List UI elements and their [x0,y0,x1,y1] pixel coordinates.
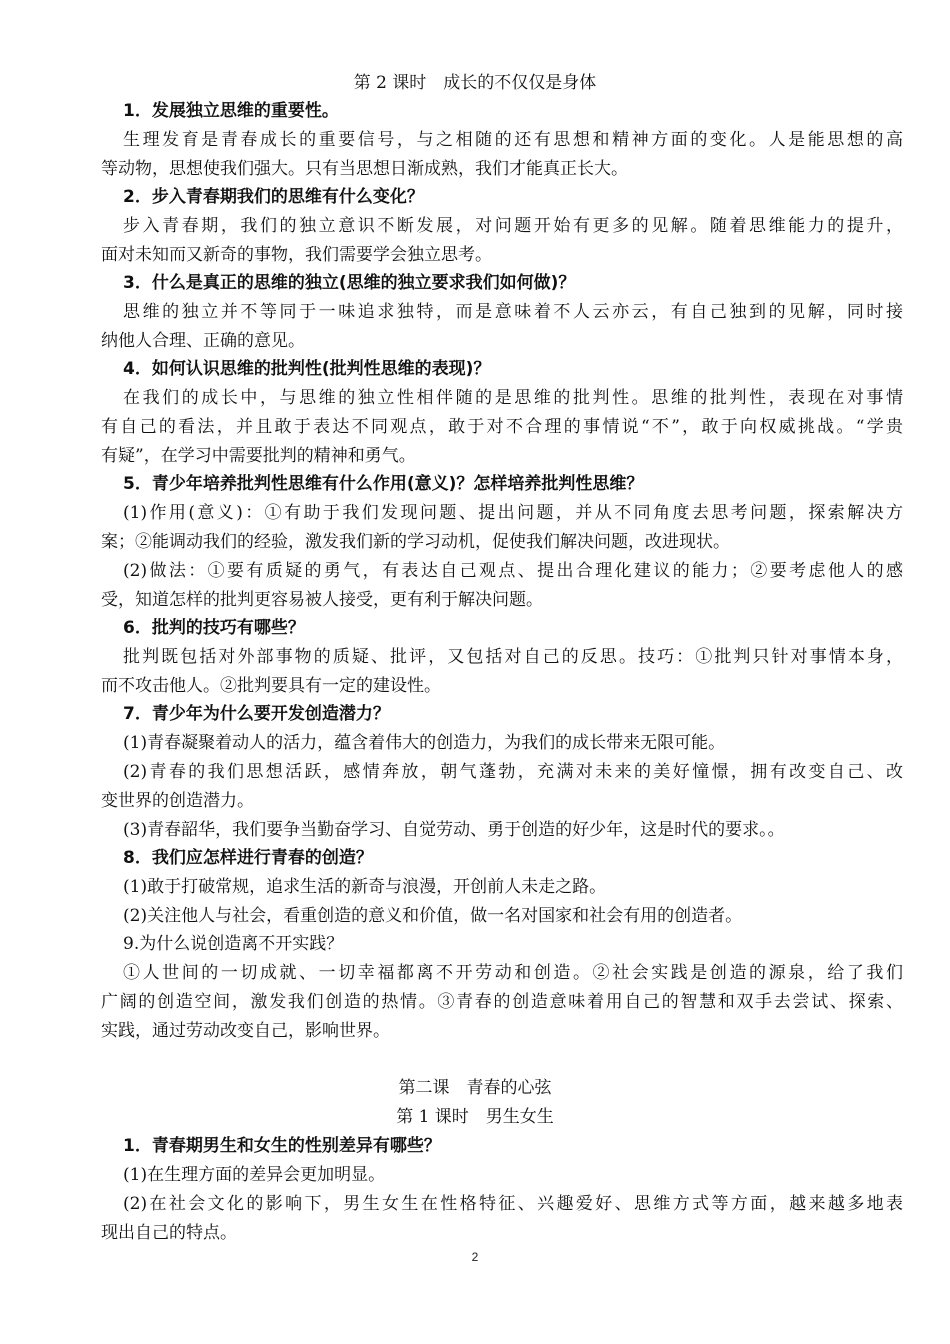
question-heading: 9.为什么说创造离不开实践？ [123,934,344,954]
paragraph-line: (2)做法：①要有质疑的勇气，有表达自己观点、提出合理化建议的能力；②要考虑他人的感 [123,561,903,581]
question-heading: 3．什么是真正的思维的独立(思维的独立要求我们如何做)？ [123,273,576,293]
paragraph-line: 广阔的创造空间，激发我们创造的热情。③青春的创造意味着用自己的智慧和双手去尝试、探索、 [101,992,903,1012]
paragraph-line: 有疑”，在学习中需要批判的精神和勇气。 [101,446,416,466]
paragraph-line: 变世界的创造潜力。 [101,791,254,811]
question-heading: 6．批判的技巧有哪些？ [123,618,305,638]
paragraph-line: 受，知道怎样的批判更容易被人接受，更有利于解决问题。 [101,590,543,610]
paragraph-line: 生理发育是青春成长的重要信号，与之相随的还有思想和精神方面的变化。人是能思想的高 [123,130,903,150]
paragraph-line: 有自己的看法，并且敢于表达不同观点，敢于对不合理的事情说“不”，敢于向权威挑战。“学贵 [101,417,903,437]
question-heading: 7．青少年为什么要开发创造潜力？ [123,704,390,724]
paragraph-line: (1)敢于打破常规，追求生活的新奇与浪漫，开创前人未走之路。 [123,877,607,897]
question-heading: 8．我们应怎样进行青春的创造？ [123,848,373,868]
paragraph-line: 纳他人合理、正确的意见。 [101,331,305,351]
chapter-title: 第二课 青春的心弦 [398,1078,552,1098]
paragraph-line: 案；②能调动我们的经验，激发我们新的学习动机，促使我们解决问题，改进现状。 [101,532,730,552]
lesson-title: 第 1 课时 男生女生 [396,1107,554,1127]
question-heading: 1．青春期男生和女生的性别差异有哪些？ [123,1136,441,1156]
paragraph-line: (2)青春的我们思想活跃，感情奔放，朝气蓬勃，充满对未来的美好憧憬，拥有改变自己、改 [123,762,903,782]
page-number: 2 [471,1250,479,1264]
paragraph-line: 思维的独立并不等同于一味追求独特，而是意味着不人云亦云，有自己独到的见解，同时接 [123,302,903,322]
lesson-title: 第 2 课时 成长的不仅仅是身体 [353,73,597,93]
paragraph-line: (1)在生理方面的差异会更加明显。 [123,1165,386,1185]
paragraph-line: ①人世间的一切成就、一切幸福都离不开劳动和创造。②社会实践是创造的源泉，给了我们 [123,963,903,983]
paragraph-line: 面对未知而又新奇的事物，我们需要学会独立思考。 [101,245,492,265]
question-heading: 5．青少年培养批判性思维有什么作用(意义)？怎样培养批判性思维？ [123,474,644,494]
paragraph-line: (1)作用(意义)：①有助于我们发现问题、提出问题，并从不同角度去思考问题，探索解决方 [123,503,903,523]
paragraph-line: (1)青春凝聚着动人的活力，蕴含着伟大的创造力，为我们的成长带来无限可能。 [123,733,726,753]
paragraph-line: (3)青春韶华，我们要争当勤奋学习、自觉劳动、勇于创造的好少年，这是时代的要求。。 [123,820,785,840]
paragraph-line: 等动物，思想使我们强大。只有当思想日渐成熟，我们才能真正长大。 [101,159,628,179]
question-heading: 4．如何认识思维的批判性(批判性思维的表现)？ [123,359,491,379]
paragraph-line: 批判既包括对外部事物的质疑、批评，又包括对自己的反思。技巧：①批判只针对事情本身， [123,647,903,667]
paragraph-line: 实践，通过劳动改变自己，影响世界。 [101,1021,390,1041]
question-heading: 1．发展独立思维的重要性。 [123,101,339,121]
paragraph-line: (2)关注他人与社会，看重创造的意义和价值，做一名对国家和社会有用的创造者。 [123,906,743,926]
paragraph-line: 而不攻击他人。②批判要具有一定的建设性。 [101,676,441,696]
paragraph-line: 在我们的成长中，与思维的独立性相伴随的是思维的批判性。思维的批判性，表现在对事情 [123,388,903,408]
paragraph-line: 现出自己的特点。 [101,1223,237,1243]
question-heading: 2．步入青春期我们的思维有什么变化？ [123,187,424,207]
paragraph-line: 步入青春期，我们的独立意识不断发展，对问题开始有更多的见解。随着思维能力的提升， [123,216,903,236]
paragraph-line: (2)在社会文化的影响下，男生女生在性格特征、兴趣爱好、思维方式等方面，越来越多地表 [123,1194,903,1214]
